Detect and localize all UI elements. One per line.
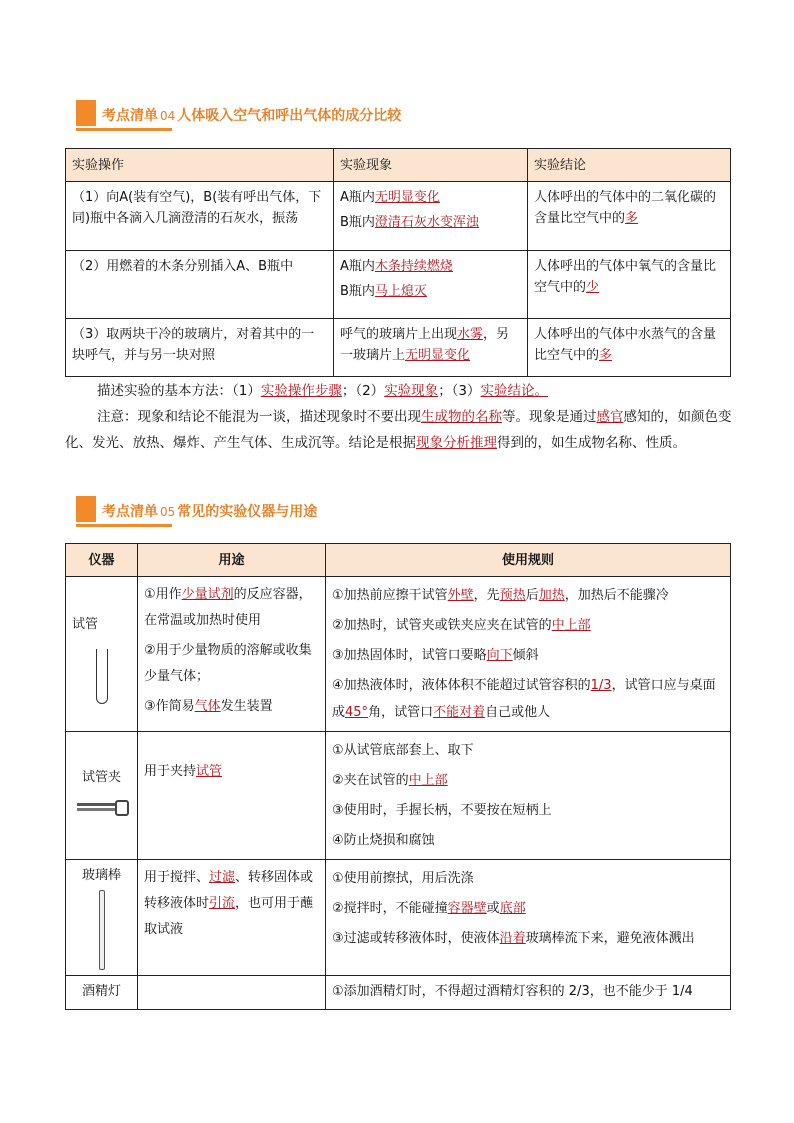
section-title: 考点清单 04 人体吸入空气和呼出气体的成分比较 — [102, 108, 402, 124]
header-cell: 实验现象 — [334, 149, 528, 182]
section-underline — [76, 128, 172, 131]
test-tube-clamp-icon — [77, 800, 127, 814]
rule-cell: ①添加酒精灯时，不得超过酒精灯容积的 2/3，也不能少于 1/4 — [326, 976, 731, 1010]
header-cell: 仪器 — [66, 544, 138, 577]
glass-rod-icon — [99, 890, 105, 970]
use-cell — [138, 976, 326, 1010]
table-row — [66, 976, 731, 1010]
table-row — [66, 319, 731, 377]
table-row — [66, 251, 731, 319]
rule-cell: ①从试管底部套上、取下 ②夹在试管的中上部 ③使用时，手握长柄，不要按在短柄上 ④防止烧损和腐蚀 — [326, 732, 731, 860]
phenomenon-cell: A瓶内木条持续燃烧 B瓶内马上熄灭 — [334, 251, 528, 319]
phenomenon-cell: 呼气的玻璃片上出现水雾，另一玻璃片上无明显变化 — [334, 319, 528, 377]
instrument-name: 试管夹 — [81, 770, 121, 785]
use-cell: ①用作少量试剂的反应容器，在常温或加热时使用 ②用于少量物质的溶解或收集少量气体； ③作简易气体发生装置 — [138, 577, 326, 732]
table-row — [66, 577, 731, 732]
conclusion-cell: 人体呼出的气体中水蒸气的含量比空气中的多 — [528, 319, 731, 377]
instrument-cell — [66, 860, 138, 976]
instrument-name: 试管 — [72, 617, 99, 632]
operation-cell: （3）取两块干冷的玻璃片，对着其中的一块呼气，并与另一块对照 — [66, 319, 334, 377]
section-title: 考点清单 05 常见的实验仪器与用途 — [102, 504, 318, 520]
table-header-row — [66, 544, 731, 577]
instrument-cell — [66, 577, 138, 732]
header-cell: 实验操作 — [66, 149, 334, 182]
instrument-cell: 酒精灯 — [66, 976, 138, 1010]
header-cell: 实验结论 — [528, 149, 731, 182]
rule-cell: ①使用前擦拭，用后洗涤 ②搅拌时，不能碰撞容器壁或底部 ③过滤或转移液体时，使液体沿着玻璃棒流下来，避免液体溅出 — [326, 860, 731, 976]
experiment-table — [65, 148, 731, 377]
conclusion-cell: 人体呼出的气体中的二氧化碳的含量比空气中的多 — [528, 182, 731, 251]
instrument-name: 玻璃棒 — [81, 868, 121, 883]
phenomenon-cell: A瓶内无明显变化 B瓶内澄清石灰水变浑浊 — [334, 182, 528, 251]
section-marker — [76, 100, 96, 126]
use-cell: 用于搅拌、过滤、转移固体或转移液体时引流，也可用于蘸取试液 — [138, 860, 326, 976]
test-tube-icon — [96, 649, 108, 704]
operation-cell: （2）用燃着的木条分别插入A、B瓶中 — [66, 251, 334, 319]
instrument-cell — [66, 732, 138, 860]
table-row — [66, 732, 731, 860]
section-header-05 — [76, 496, 736, 530]
instrument-table — [65, 543, 731, 1010]
rule-cell: ①加热前应擦干试管外壁，先预热后加热，加热后不能骤冷 ②加热时，试管夹或铁夹应夹在试管的中上部 ③加热固体时，试管口要略向下倾斜 ④加热液体时，液体体积不能超过试管容积的1/3，试管口应与桌面成45°角，试管口不能对着自己或他人 — [326, 577, 731, 732]
note-paragraph: 注意：现象和结论不能混为一谈，描述现象时不要出现生成物的名称等。现象是通过感官感知的，如颜色变化、发光、放热、爆炸、产生气体、生成沉等。结论是根据现象分析推理得到的，如生成物名称、性质。 — [65, 409, 732, 451]
section-underline — [76, 524, 172, 527]
methods-paragraph: 描述实验的基本方法：（1）实验操作步骤；（2）实验现象；（3）实验结论。 — [97, 383, 549, 399]
section-header-04 — [76, 100, 736, 134]
table-header-row — [66, 149, 731, 182]
section-marker — [76, 496, 96, 522]
table-row — [66, 860, 731, 976]
use-cell: 用于夹持试管 — [138, 732, 326, 860]
header-cell: 使用规则 — [326, 544, 731, 577]
table-row — [66, 182, 731, 251]
operation-cell: （1）向A(装有空气)，B(装有呼出气体，下同)瓶中各滴入几滴澄清的石灰水，振荡 — [66, 182, 334, 251]
conclusion-cell: 人体呼出的气体中氧气的含量比空气中的少 — [528, 251, 731, 319]
header-cell: 用途 — [138, 544, 326, 577]
